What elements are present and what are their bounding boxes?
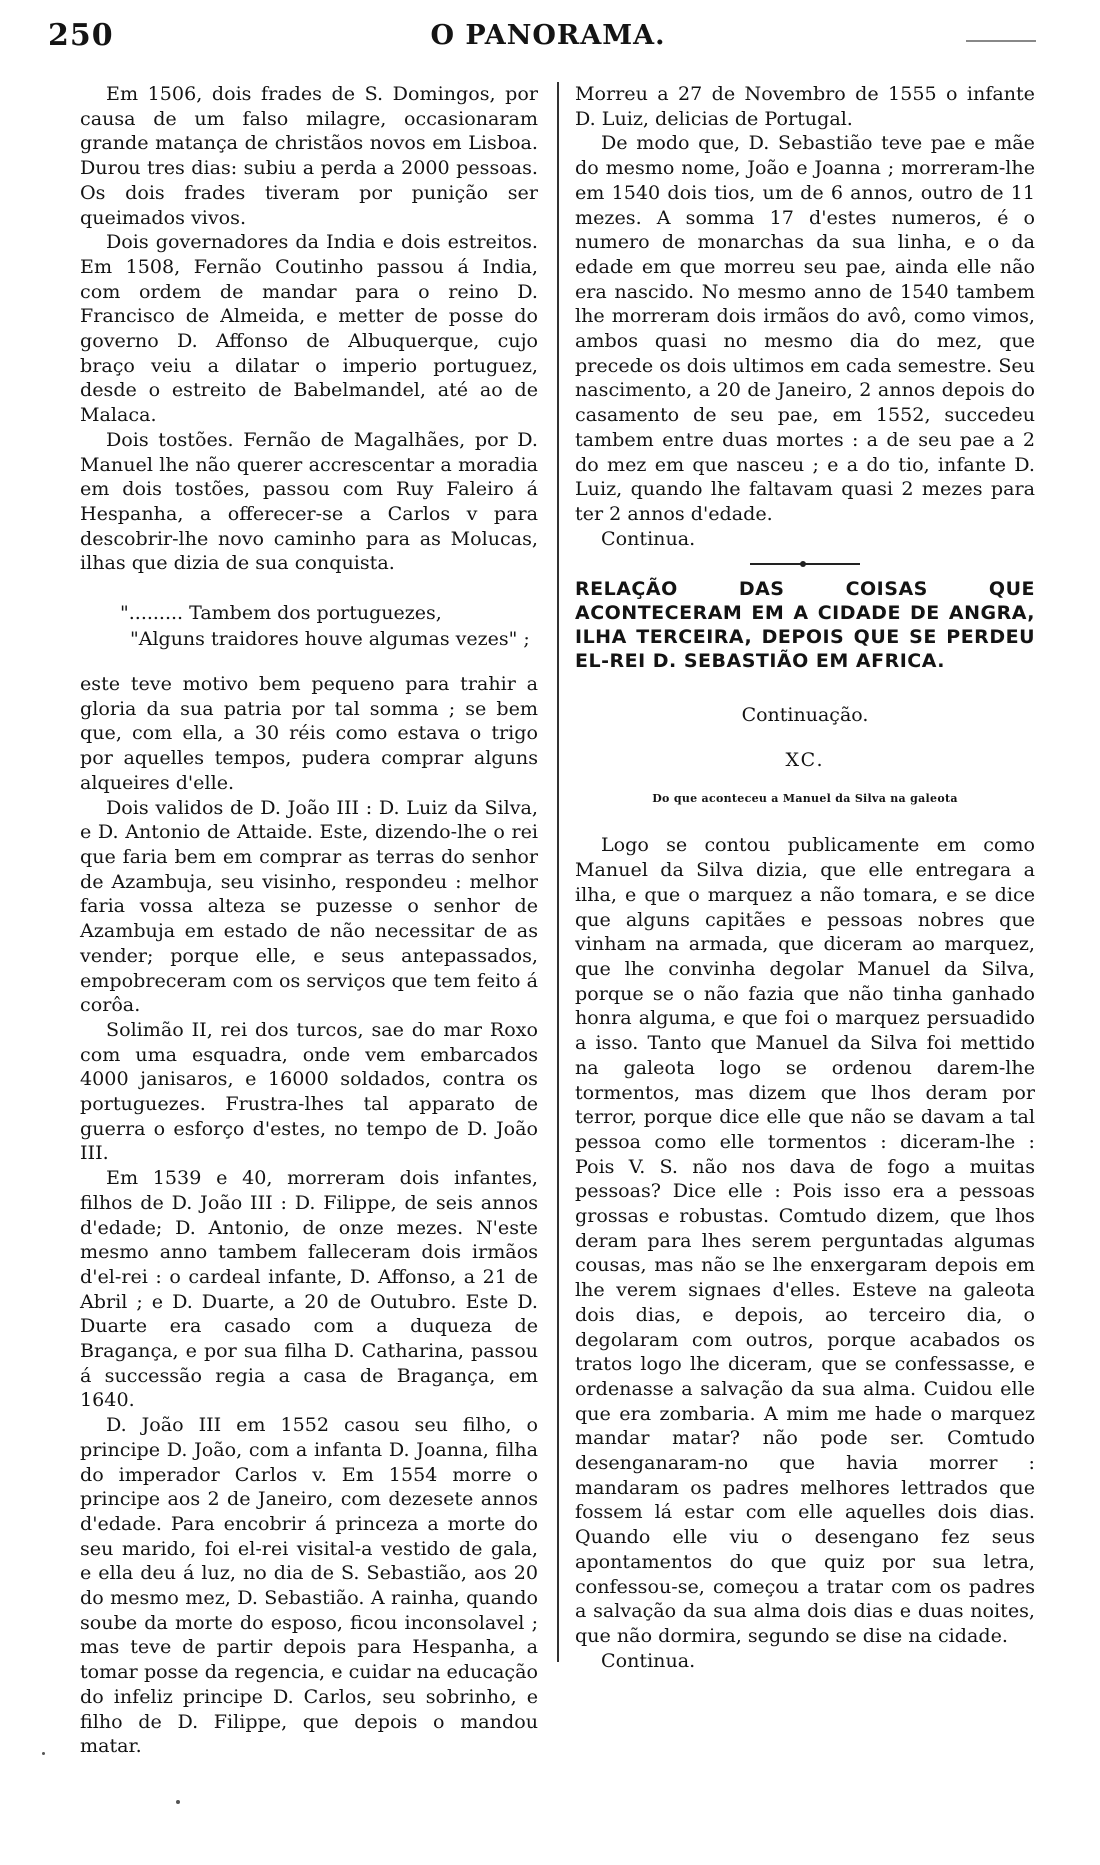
- chapter-number: XC.: [785, 749, 825, 772]
- paragraph-infante-luiz: Morreu a 27 de Novembro de 1555 o infante D. Luiz, delicias de Portugal.: [575, 82, 1035, 130]
- section-title: RELAÇÃO DAS COISAS QUE ACONTECERAM EM A CIDADE DE ANGRA, ILHA TERCEIRA, DEPOIS QUE SE PERDEU EL-REI D. SEBASTIÃO EM AFRICA.: [575, 578, 1035, 673]
- section-rule: [750, 563, 860, 565]
- verse-quote: [120, 600, 538, 652]
- paragraph-solimao: Solimão II, rei dos turcos, sae do mar Roxo com uma esquadra, onde vem embarcados 4000 janisaros, e 16000 soldados, contra os portuguezes. Frustra-lhes tal apparato de guerra o esforço d'estes, no tempo de D. João III.: [80, 1017, 538, 1165]
- column-divider: [557, 82, 559, 1662]
- paragraph-validos: Dois validos de D. João III : D. Luiz da Silva, e D. Antonio de Attaide. Este, dizendo-lhe o rei que faria bem em comprar as terras do senhor de Azambuja, seu visinho, respondeu : melhor faria vossa alteza se puzesse o senhor de Azambuja em estado de não necessitar de as vender; porque elle, e seus antepassados, empobreceram com os serviços que tem feito á corôa.: [80, 795, 538, 1017]
- ink-smudge: [42, 1752, 45, 1755]
- left-column: [80, 82, 538, 1759]
- page-header: [48, 18, 1048, 58]
- paragraph-numeros: De modo que, D. Sebastião teve pae e mãe do mesmo nome, João e Joanna ; morreram-lhe em 1540 dois tios, um de 6 annos, outro de 11 mezes. A somma 17 d'estes numeros, é o numero de monarchas da sua linha, e o da edade em que morreu seu pae, ainda elle não era nascido. No mesmo anno de 1540 tambem lhe morreram dois irmãos do avô, como vimos, ambos quasi no mesmo dia do mez, que precede os dois ultimos em cada semestre. Seu nascimento, a 20 de Janeiro, 2 annos depois do casamento de seu pae, em 1552, succedeu tambem entre duas mortes : a de seu pae a 2 do mez em que nasceu ; e a do tio, infante D. Luiz, quando lhe faltavam quasi 2 mezes para ter 2 annos d'edade.: [575, 131, 1035, 525]
- journal-title: O PANORAMA.: [430, 20, 666, 51]
- continua-label-end: Continua.: [601, 1648, 696, 1672]
- ink-smudge: [176, 1800, 180, 1804]
- header-corner-mark: [966, 40, 1036, 42]
- paragraph-governadores: Dois governadores da India e dois estreitos. Em 1508, Fernão Coutinho passou á India, com ordem de mandar para o reino D. Francisco de Almeida, e metter de posse do governo D. Affonso de Albuquerque, cujo braço veiu a dilatar o imperio portuguez, desde o estreito de Babelmandel, até ao de Malaca.: [80, 230, 538, 427]
- paragraph-manuel-silva: Logo se contou publicamente em como Manuel da Silva dizia, que elle entregara a ilha, e que o marquez a não tomara, e se dice que alguns capitães e pessoas nobres que vinham na armada, que diceram ao marquez, que lhe convinha degolar Manuel da Silva, porque se o não fazia que não tinha ganhado honra alguma, e que foi o marquez persuadido a isso. Tanto que Manuel da Silva foi mettido na galeota logo se ordenou darem-lhe tormentos, mas dizem que lhos deram por terror, porque dice elle que não se davam a tal pessoa como elle tormentos : diceram-lhe : Pois V. S. não nos dava de fogo a muitas pessoas? Dice elle : Pois isso era a pessoas grossas e robustas. Comtudo dizem, que lhos deram para lhes serem perguntadas algumas cousas, mas não se lhe enxergaram depois em lhe verem signaes d'elles. Esteve na galeota dois dias, e depois, ao terceiro dia, o degolaram com outros, porque acabados os tratos logo lhe diceram, que se confessasse, e ordenasse a salvação da sua alma. Cuidou elle que era zombaria. A mim me hade o marquez mandar matar? não pode ser. Comtudo desenganaram-no que havia morrer : mandaram os padres melhores lettrados que fossem lá estar com elle aquelles dois dias. Quando elle viu o desengano fez seus apontamentos do que quiz por sua letra, confessou-se, começou a tratar com os padres a salvação da sua alma dois dias e duas noites, que não dormira, segundo se dise na cidade.: [575, 833, 1035, 1647]
- verse-line: "Alguns traidores houve algumas vezes" ;: [130, 628, 530, 651]
- right-column: [575, 82, 1035, 1673]
- chapter-caption: Do que aconteceu a Manuel da Silva na galeota: [652, 791, 958, 805]
- paragraph-tostoes: Dois tostões. Fernão de Magalhães, por D. Manuel lhe não querer accrescentar a moradia em dois tostões, passou com Ruy Faleiro á Hespanha, a offerecer-se a Carlos v para descobrir-lhe novo caminho para as Molucas, ilhas que dizia de sua conquista.: [80, 427, 538, 575]
- paragraph-infantes: Em 1539 e 40, morreram dois infantes, filhos de D. João III : D. Filippe, de seis annos d'edade; D. Antonio, de onze mezes. N'este mesmo anno tambem falleceram dois irmãos d'el-rei : o cardeal infante, D. Affonso, a 21 de Abril ; e D. Duarte, a 20 de Outubro. Este D. Duarte era casado com a duqueza de Bragança, e por sua filha D. Catharina, passou á successão regia a casa de Bragança, em 1640.: [80, 1166, 538, 1412]
- paragraph-principe: D. João III em 1552 casou seu filho, o principe D. João, com a infanta D. Joanna, filha do imperador Carlos v. Em 1554 morre o principe aos 2 de Janeiro, com dezesete annos d'edade. Para encobrir á princeza a morte do seu marido, foi el-rei visital-a vestido de gala, e ella deu á luz, no dia de S. Sebastião, aos 20 do mesmo mez, D. Sebastião. A rainha, quando soube da morte do esposo, ficou inconsolavel ; mas teve de partir depois para Hespanha, a tomar posse da regencia, e cuidar na educação do infeliz principe D. Carlos, seu sobrinho, e filho de D. Filippe, que depois o mandou matar.: [80, 1413, 538, 1758]
- paragraph-frades: Em 1506, dois frades de S. Domingos, por causa de um falso milagre, occasionaram grande matança de christãos novos em Lisboa. Durou tres dias: subiu a perda a 2000 pessoas. Os dois frades tiveram por punição ser queimados vivos.: [80, 82, 538, 229]
- continua-label: Continua.: [601, 526, 696, 550]
- continuacao-label: Continuação.: [741, 704, 869, 727]
- verse-line: "......... Tambem dos portuguezes,: [120, 602, 442, 625]
- paragraph-trahir: este teve motivo bem pequeno para trahir a gloria da sua patria por tal somma ; se bem que, com ella, a 30 réis como estava o trigo por aquelles tempos, pudera comprar alguns alqueires d'elle.: [80, 672, 538, 794]
- page-number: 250: [48, 18, 114, 53]
